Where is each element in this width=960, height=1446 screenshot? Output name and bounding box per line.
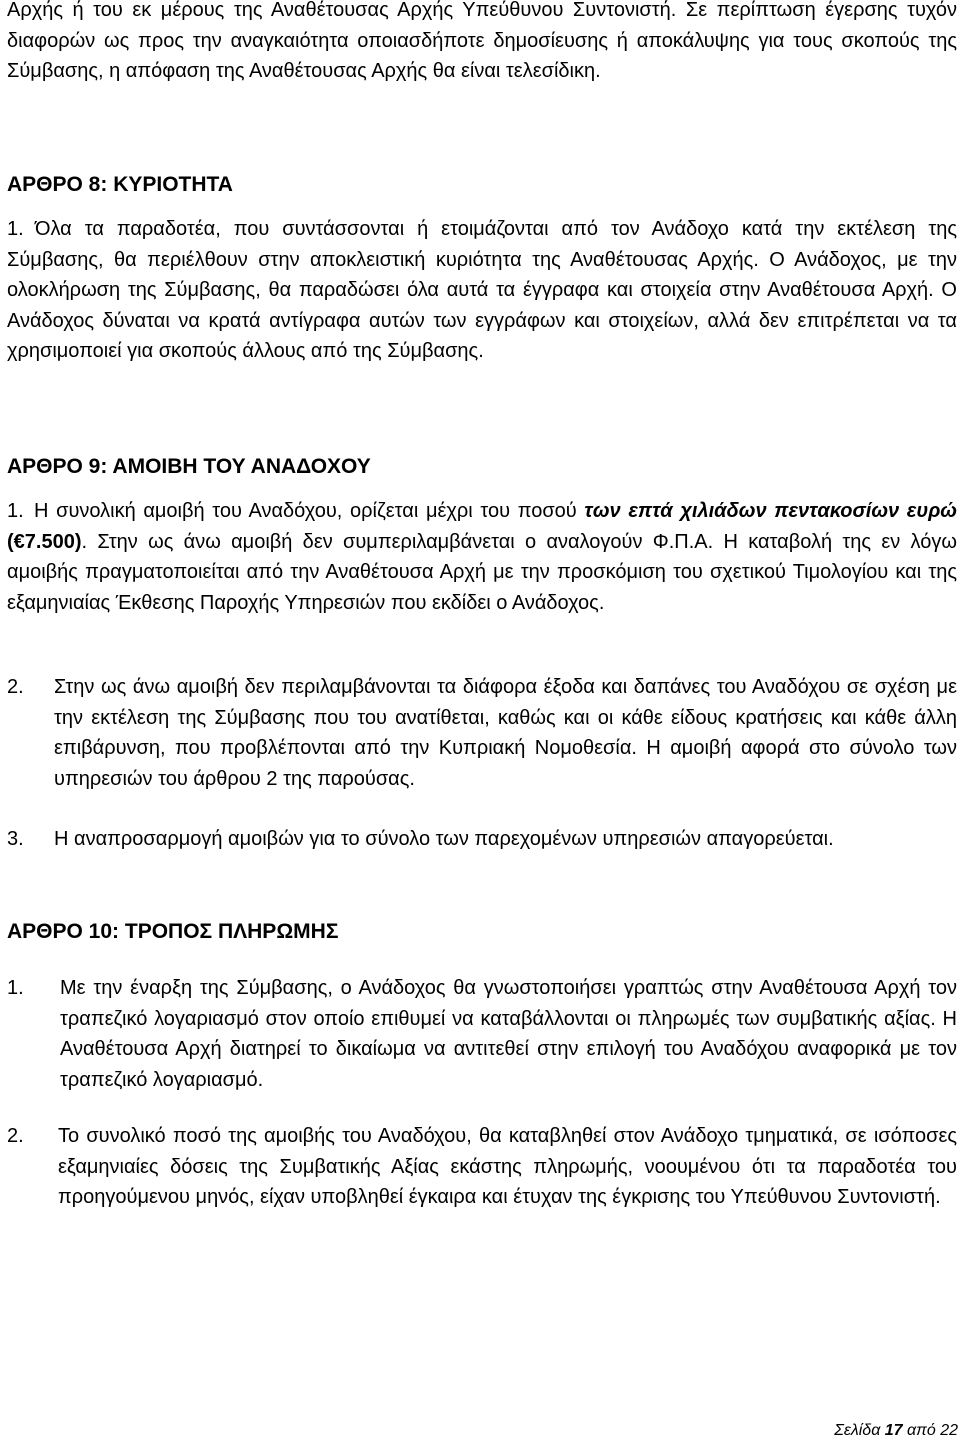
page-footer: [834, 1422, 958, 1440]
article-9-paragraph-3: [7, 824, 957, 855]
article-9-p1-number: 1.: [7, 500, 24, 522]
article-10-p2-number: 2.: [7, 1125, 24, 1147]
article-9-paragraph-1: [7, 496, 957, 618]
article-9-p1-text-a: Η συνολική αμοιβή του Αναδόχου, ορίζεται μέχρι του ποσού: [34, 500, 585, 522]
article-10-paragraph-2: [7, 1121, 957, 1213]
article-8-paragraph-1: [7, 214, 957, 367]
article-9-p3-number: 3.: [7, 828, 24, 850]
article-9-heading: ΑΡΘΡΟ 9: ΑΜΟΙΒΗ ΤΟΥ ΑΝΑΔΟΧΟΥ: [7, 455, 371, 478]
article-9-amount-number: (€7.500): [7, 530, 82, 553]
article-8-p1-number: 1.: [7, 218, 24, 240]
footer-total-pages: 22: [940, 1422, 958, 1439]
article-8-p1-text: Όλα τα παραδοτέα, που συντάσσονται ή ετοιμάζονται από τον Ανάδοχο κατά την εκτέλεση της Σύμβασης, θα περιέλθουν στην αποκλειστική κυριότητα της Αναθέτουσας Αρχής. Ο Ανάδοχος, με την ολοκλήρωση της Σύμβασης, θα παραδώσει όλα αυτά τα έγγραφα και στοιχεία στην Αναθέτουσα Αρχή. Ο Ανάδοχος δύναται να κρατά αντίγραφα αυτών των εγγράφων και στοιχείων, αλλά δεν επιτρέπεται να τα χρησιμοποιεί για σκοπούς άλλους από της Σύμβασης.: [7, 218, 957, 363]
article-10-p2-text: Το συνολικό ποσό της αμοιβής του Αναδόχου, θα καταβληθεί στον Ανάδοχο τμηματικά, σε ισόποσες εξαμηνιαίες δόσεις της Συμβατικής Αξίας εκάστης πληρωμής, νοουμένου ότι τα παραδοτέα του προηγούμενου μηνός, είχαν υποβληθεί έγκαιρα και έτυχαν της έγκρισης του Υπεύθυνου Συντονιστή.: [58, 1125, 957, 1209]
article-9-p3-text: Η αναπροσαρμογή αμοιβών για το σύνολο των παρεχομένων υπηρεσιών απαγορεύεται.: [54, 828, 834, 850]
article-10-p1-text: Με την έναρξη της Σύμβασης, ο Ανάδοχος θα γνωστοποιήσει γραπτώς στην Αναθέτουσα Αρχή τον τραπεζικό λογαριασμό στον οποίο επιθυμεί να καταβάλλονται οι πληρωμές των συμβατικής αξίας. Η Αναθέτουσα Αρχή διατηρεί το δικαίωμα να αντιτεθεί στην επιλογή του Αναδόχου αναφορικά με τον τραπεζικό λογαριασμό.: [60, 977, 957, 1091]
article-10-heading: ΑΡΘΡΟ 10: ΤΡΟΠΟΣ ΠΛΗΡΩΜΗΣ: [7, 920, 339, 943]
article-9-p2-text: Στην ως άνω αμοιβή δεν περιλαμβάνονται τα διάφορα έξοδα και δαπάνες του Αναδόχου σε σχέση με την εκτέλεση της Σύμβασης που του ανατίθεται, καθώς και οι κάθε είδους κρατήσεις και κάθε άλλη επιβάρυνση, που προβλέπονται από την Κυπριακή Νομοθεσία. Η αμοιβή αφορά στο σύνολο των υπηρεσιών του άρθρου 2 της παρούσας.: [54, 676, 957, 790]
footer-page-number: 17: [884, 1422, 903, 1439]
article-9-p2-number: 2.: [7, 676, 24, 698]
article-9-amount-words: των επτά χιλιάδων πεντακοσίων ευρώ: [584, 500, 957, 522]
article-8-heading: ΑΡΘΡΟ 8: ΚΥΡΙΟΤΗΤΑ: [7, 173, 233, 196]
intro-paragraph: Αρχής ή του εκ μέρους της Αναθέτουσας Αρχής Υπεύθυνου Συντονιστή. Σε περίπτωση έγερσης τυχόν διαφορών ως προς την αναγκαιότητα οποιασδήποτε δημοσίευσης ή αποκάλυψης για τους σκοπούς της Σύμβασης, η απόφαση της Αναθέτουσας Αρχής θα είναι τελεσίδικη.: [7, 0, 957, 83]
article-10-p1-number: 1.: [7, 977, 24, 999]
footer-prefix: Σελίδα: [834, 1422, 885, 1439]
article-10-paragraph-1: [7, 973, 957, 1095]
article-9-p1-text-b: . Στην ως άνω αμοιβή δεν συμπεριλαμβάνεται ο αναλογούν Φ.Π.Α. Η καταβολή της εν λόγω αμοιβής πραγματοποιείται από την Αναθέτουσα Αρχή με την προσκόμιση του σχετικού Τιμολογίου και της εξαμηνιαίας Έκθεσης Παροχής Υπηρεσιών που εκδίδει ο Ανάδοχος.: [7, 530, 957, 614]
footer-middle: από: [902, 1422, 941, 1439]
article-9-paragraph-2: [7, 672, 957, 794]
